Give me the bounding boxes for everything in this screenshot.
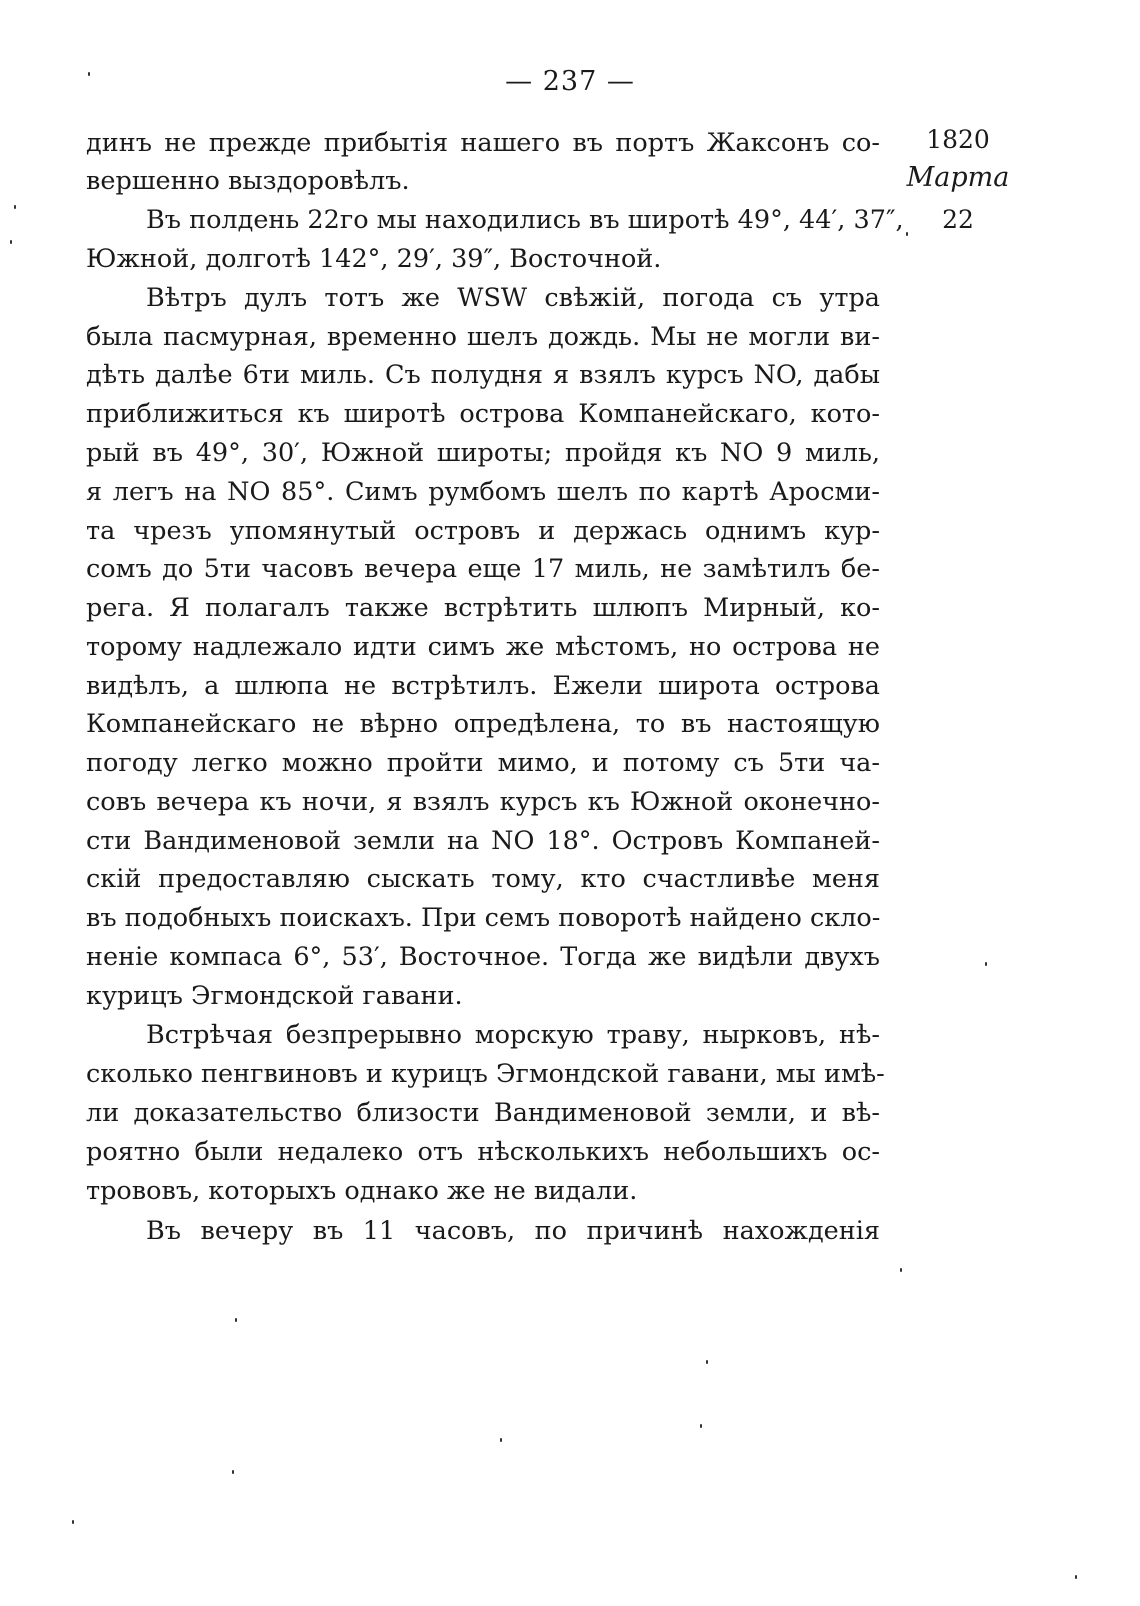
- scan-speck: [10, 240, 12, 244]
- scan-speck: [232, 1470, 234, 1474]
- scan-speck: [1075, 1575, 1077, 1579]
- margin-year: 1820: [926, 125, 990, 154]
- text-line: ли доказательство близости Вандименовой земли, и вѣ-: [86, 1098, 880, 1128]
- text-line: совъ вечера къ ночи, я взялъ курсъ къ Южной оконечно-: [86, 787, 880, 817]
- text-line: динъ не прежде прибытія нашего въ портъ Жаксонъ со-: [86, 128, 880, 158]
- scan-speck: [72, 1520, 74, 1524]
- text-line: Въ вечеру въ 11 часовъ, по причинѣ нахожденія: [146, 1216, 880, 1246]
- text-line: была пасмурная, временно шелъ дождь. Мы не могли ви-: [86, 322, 880, 352]
- text-line: приближиться къ широтѣ острова Компанейскаго, кото-: [86, 399, 880, 429]
- text-line: вершенно выздоровѣлъ.: [86, 166, 410, 196]
- text-line: роятно были недалеко отъ нѣсколькихъ небольшихъ ос-: [86, 1137, 880, 1167]
- text-line: сколько пенгвиновъ и курицъ Эгмондской гавани, мы имѣ-: [86, 1059, 885, 1089]
- text-line: скій предоставляю сыскать тому, кто счастливѣе меня: [86, 864, 880, 894]
- page-number: — 237 —: [505, 66, 635, 97]
- text-line: Южной, долготѣ 142°, 29′, 39″, Восточной.: [86, 244, 662, 274]
- text-line: Компанейскаго не вѣрно опредѣлена, то въ настоящую: [86, 709, 880, 739]
- text-line: рый въ 49°, 30′, Южной широты; пройдя къ NO 9 миль,: [86, 438, 880, 468]
- scan-speck: [706, 1360, 708, 1364]
- scan-speck: [500, 1438, 502, 1442]
- scan-speck: [700, 1424, 702, 1428]
- text-line: курицъ Эгмондской гавани.: [86, 981, 463, 1011]
- text-line: та чрезъ упомянутый островъ и держась однимъ кур-: [86, 516, 880, 546]
- margin-month: Марта: [906, 162, 1010, 193]
- text-line: я легъ на NO 85°. Симъ румбомъ шелъ по картѣ Аросми-: [86, 477, 880, 507]
- text-line: неніе компаса 6°, 53′, Восточное. Тогда же видѣли двухъ: [86, 942, 880, 972]
- text-line: трововъ, которыхъ однако же не видали.: [86, 1176, 638, 1206]
- scan-speck: [900, 1268, 902, 1272]
- scan-speck: [14, 205, 16, 209]
- text-line: Встрѣчая безпрерывно морскую траву, нырковъ, нѣ-: [146, 1020, 880, 1050]
- text-line: погоду легко можно пройти мимо, и потому съ 5ти ча-: [86, 748, 880, 778]
- text-line: Вѣтръ дулъ тотъ же WSW свѣжій, погода съ утра: [146, 283, 880, 313]
- margin-day: 22: [942, 205, 974, 234]
- text-line: рега. Я полагалъ также встрѣтить шлюпъ Мирный, ко-: [86, 593, 880, 623]
- scan-speck: [906, 232, 908, 236]
- text-line: Въ полдень 22го мы находились въ широтѣ 49°, 44′, 37″,: [146, 205, 904, 235]
- text-line: торому надлежало идти симъ же мѣстомъ, но острова не: [86, 632, 880, 662]
- text-line: въ подобныхъ поискахъ. При семъ поворотѣ найдено скло-: [86, 903, 881, 933]
- scan-speck: [88, 72, 90, 76]
- scan-speck: [235, 1318, 237, 1322]
- text-line: видѣлъ, а шлюпа не встрѣтилъ. Ежели широта острова: [86, 671, 880, 701]
- text-line: сти Вандименовой земли на NO 18°. Островъ Компаней-: [86, 826, 880, 856]
- scan-speck: [985, 962, 987, 966]
- text-line: сомъ до 5ти часовъ вечера еще 17 миль, не замѣтилъ бе-: [86, 554, 880, 584]
- text-line: дѣть далѣе 6ти миль. Съ полудня я взялъ курсъ NO, дабы: [86, 360, 880, 390]
